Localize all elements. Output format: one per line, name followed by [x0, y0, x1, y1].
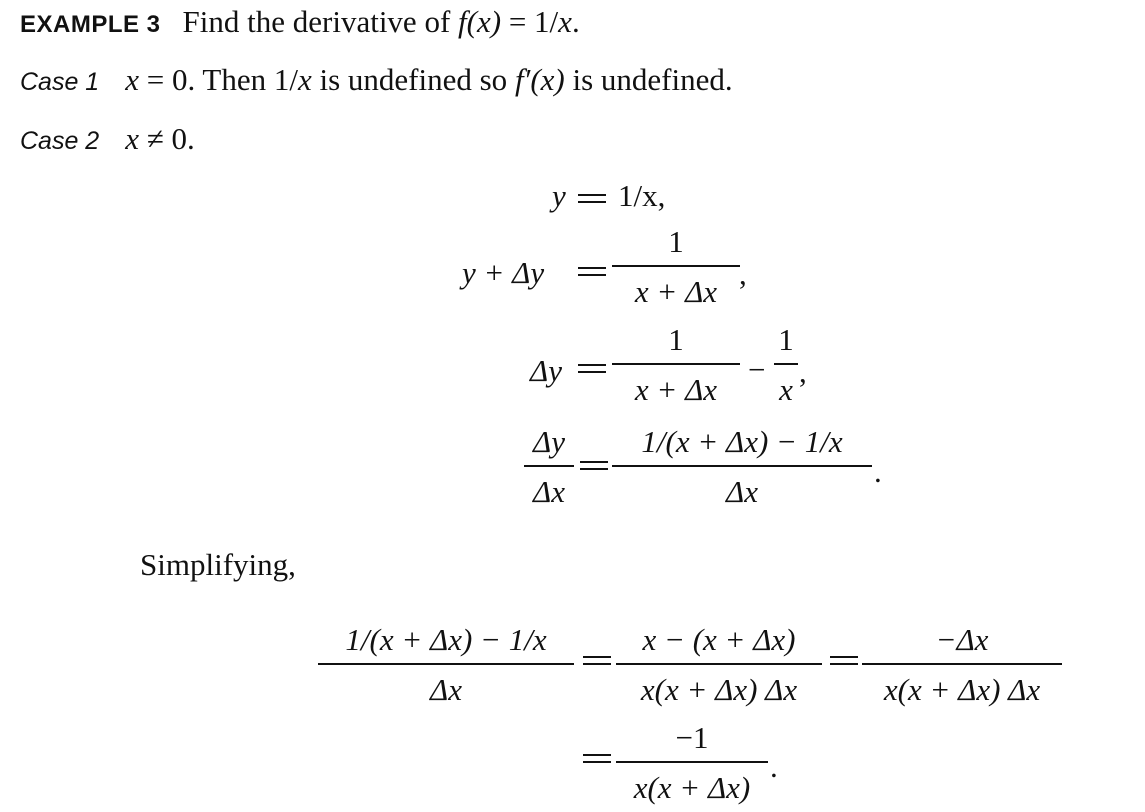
- case-1-label: Case 1: [20, 68, 100, 96]
- example-heading: [20, 4, 580, 40]
- line4-period: .: [874, 454, 882, 489]
- simp-b-numerator: x − (x + Δx): [642, 622, 796, 657]
- case-1-eq0: = 0. Then 1/: [138, 62, 298, 97]
- line1-rhs: 1/x,: [618, 178, 666, 213]
- simp-fraction-b: [616, 624, 822, 708]
- line3-numerator-2: 1: [778, 322, 794, 357]
- line3-fraction-bar-2: [774, 363, 798, 365]
- example-eq: = 1/: [501, 4, 559, 39]
- line4-rhs-fraction: [612, 426, 872, 510]
- simp-fraction-d: [616, 722, 768, 806]
- simp-c-fraction-bar: [862, 663, 1062, 665]
- case-1-tail: is undefined.: [564, 62, 733, 97]
- line4-rhs-numerator: 1/(x + Δx) − 1/x: [641, 424, 843, 459]
- line2-comma: ,: [739, 256, 747, 291]
- line4-rhs-denominator: Δx: [726, 474, 758, 509]
- simp-fraction-c: [862, 624, 1062, 708]
- line3-denominator-2: x: [779, 372, 793, 407]
- simp-equals-2: [830, 656, 858, 665]
- simp-d-numerator: −1: [675, 720, 709, 755]
- case-1-mid: is undefined so: [311, 62, 515, 97]
- line4-rhs-fraction-bar: [612, 465, 872, 467]
- example-lead: Find the derivative of: [182, 4, 459, 39]
- line1-equals: [578, 194, 606, 203]
- simp-equals-3: [583, 754, 611, 763]
- simp-b-fraction-bar: [616, 663, 822, 665]
- line2-fraction-bar: [612, 265, 740, 267]
- simp-b-denominator: x(x + Δx) Δx: [640, 672, 798, 707]
- example-x: x: [558, 4, 572, 39]
- simplifying-text: Simplifying,: [140, 547, 296, 582]
- simp-fraction-a: [318, 624, 574, 708]
- example-label: EXAMPLE 3: [20, 11, 161, 38]
- case-2-x: x: [125, 121, 139, 156]
- line3-denominator-1: x + Δx: [634, 372, 718, 407]
- line3-numerator-1: 1: [668, 322, 684, 357]
- simp-c-denominator: x(x + Δx) Δx: [883, 672, 1041, 707]
- simp-a-numerator: 1/(x + Δx) − 1/x: [345, 622, 547, 657]
- simp-a-fraction-bar: [318, 663, 574, 665]
- line4-lhs-numerator: Δy: [533, 424, 565, 459]
- line2-fraction: [612, 226, 740, 310]
- simp-a-denominator: Δx: [430, 672, 462, 707]
- simp-equals-1: [583, 656, 611, 665]
- line4-lhs-fraction-bar: [524, 465, 574, 467]
- simp-d-denominator: x(x + Δx): [633, 770, 751, 805]
- case-2-neq: ≠ 0.: [138, 121, 195, 156]
- simp-period: .: [770, 749, 778, 784]
- line2-numerator: 1: [668, 224, 684, 259]
- case-1-fprime: f′(x): [514, 62, 565, 97]
- line2-lhs: y + Δy: [462, 255, 545, 290]
- line4-equals: [580, 461, 608, 470]
- line2-denominator: x + Δx: [634, 274, 718, 309]
- line1-lhs: y: [552, 178, 566, 213]
- line2-equals: [578, 267, 606, 276]
- line3-lhs: Δy: [530, 353, 562, 388]
- line4-lhs-denominator: Δx: [533, 474, 565, 509]
- example-period: .: [571, 4, 580, 39]
- line3-fraction-1: [612, 324, 740, 408]
- line3-equals: [578, 364, 606, 373]
- case-1-line: [20, 62, 733, 98]
- case-1-x: x: [125, 62, 139, 97]
- example-fx: f(x): [458, 4, 502, 39]
- line3-fraction-2: [774, 324, 798, 408]
- case-2-line: [20, 121, 195, 157]
- line3-comma: ,: [799, 354, 807, 389]
- simp-c-numerator: −Δx: [935, 622, 989, 657]
- simp-d-fraction-bar: [616, 761, 768, 763]
- case-1-x2: x: [297, 62, 312, 97]
- case-2-label: Case 2: [20, 127, 100, 155]
- line3-minus: −: [748, 352, 766, 387]
- line3-fraction-bar-1: [612, 363, 740, 365]
- line4-lhs-fraction: [524, 426, 574, 510]
